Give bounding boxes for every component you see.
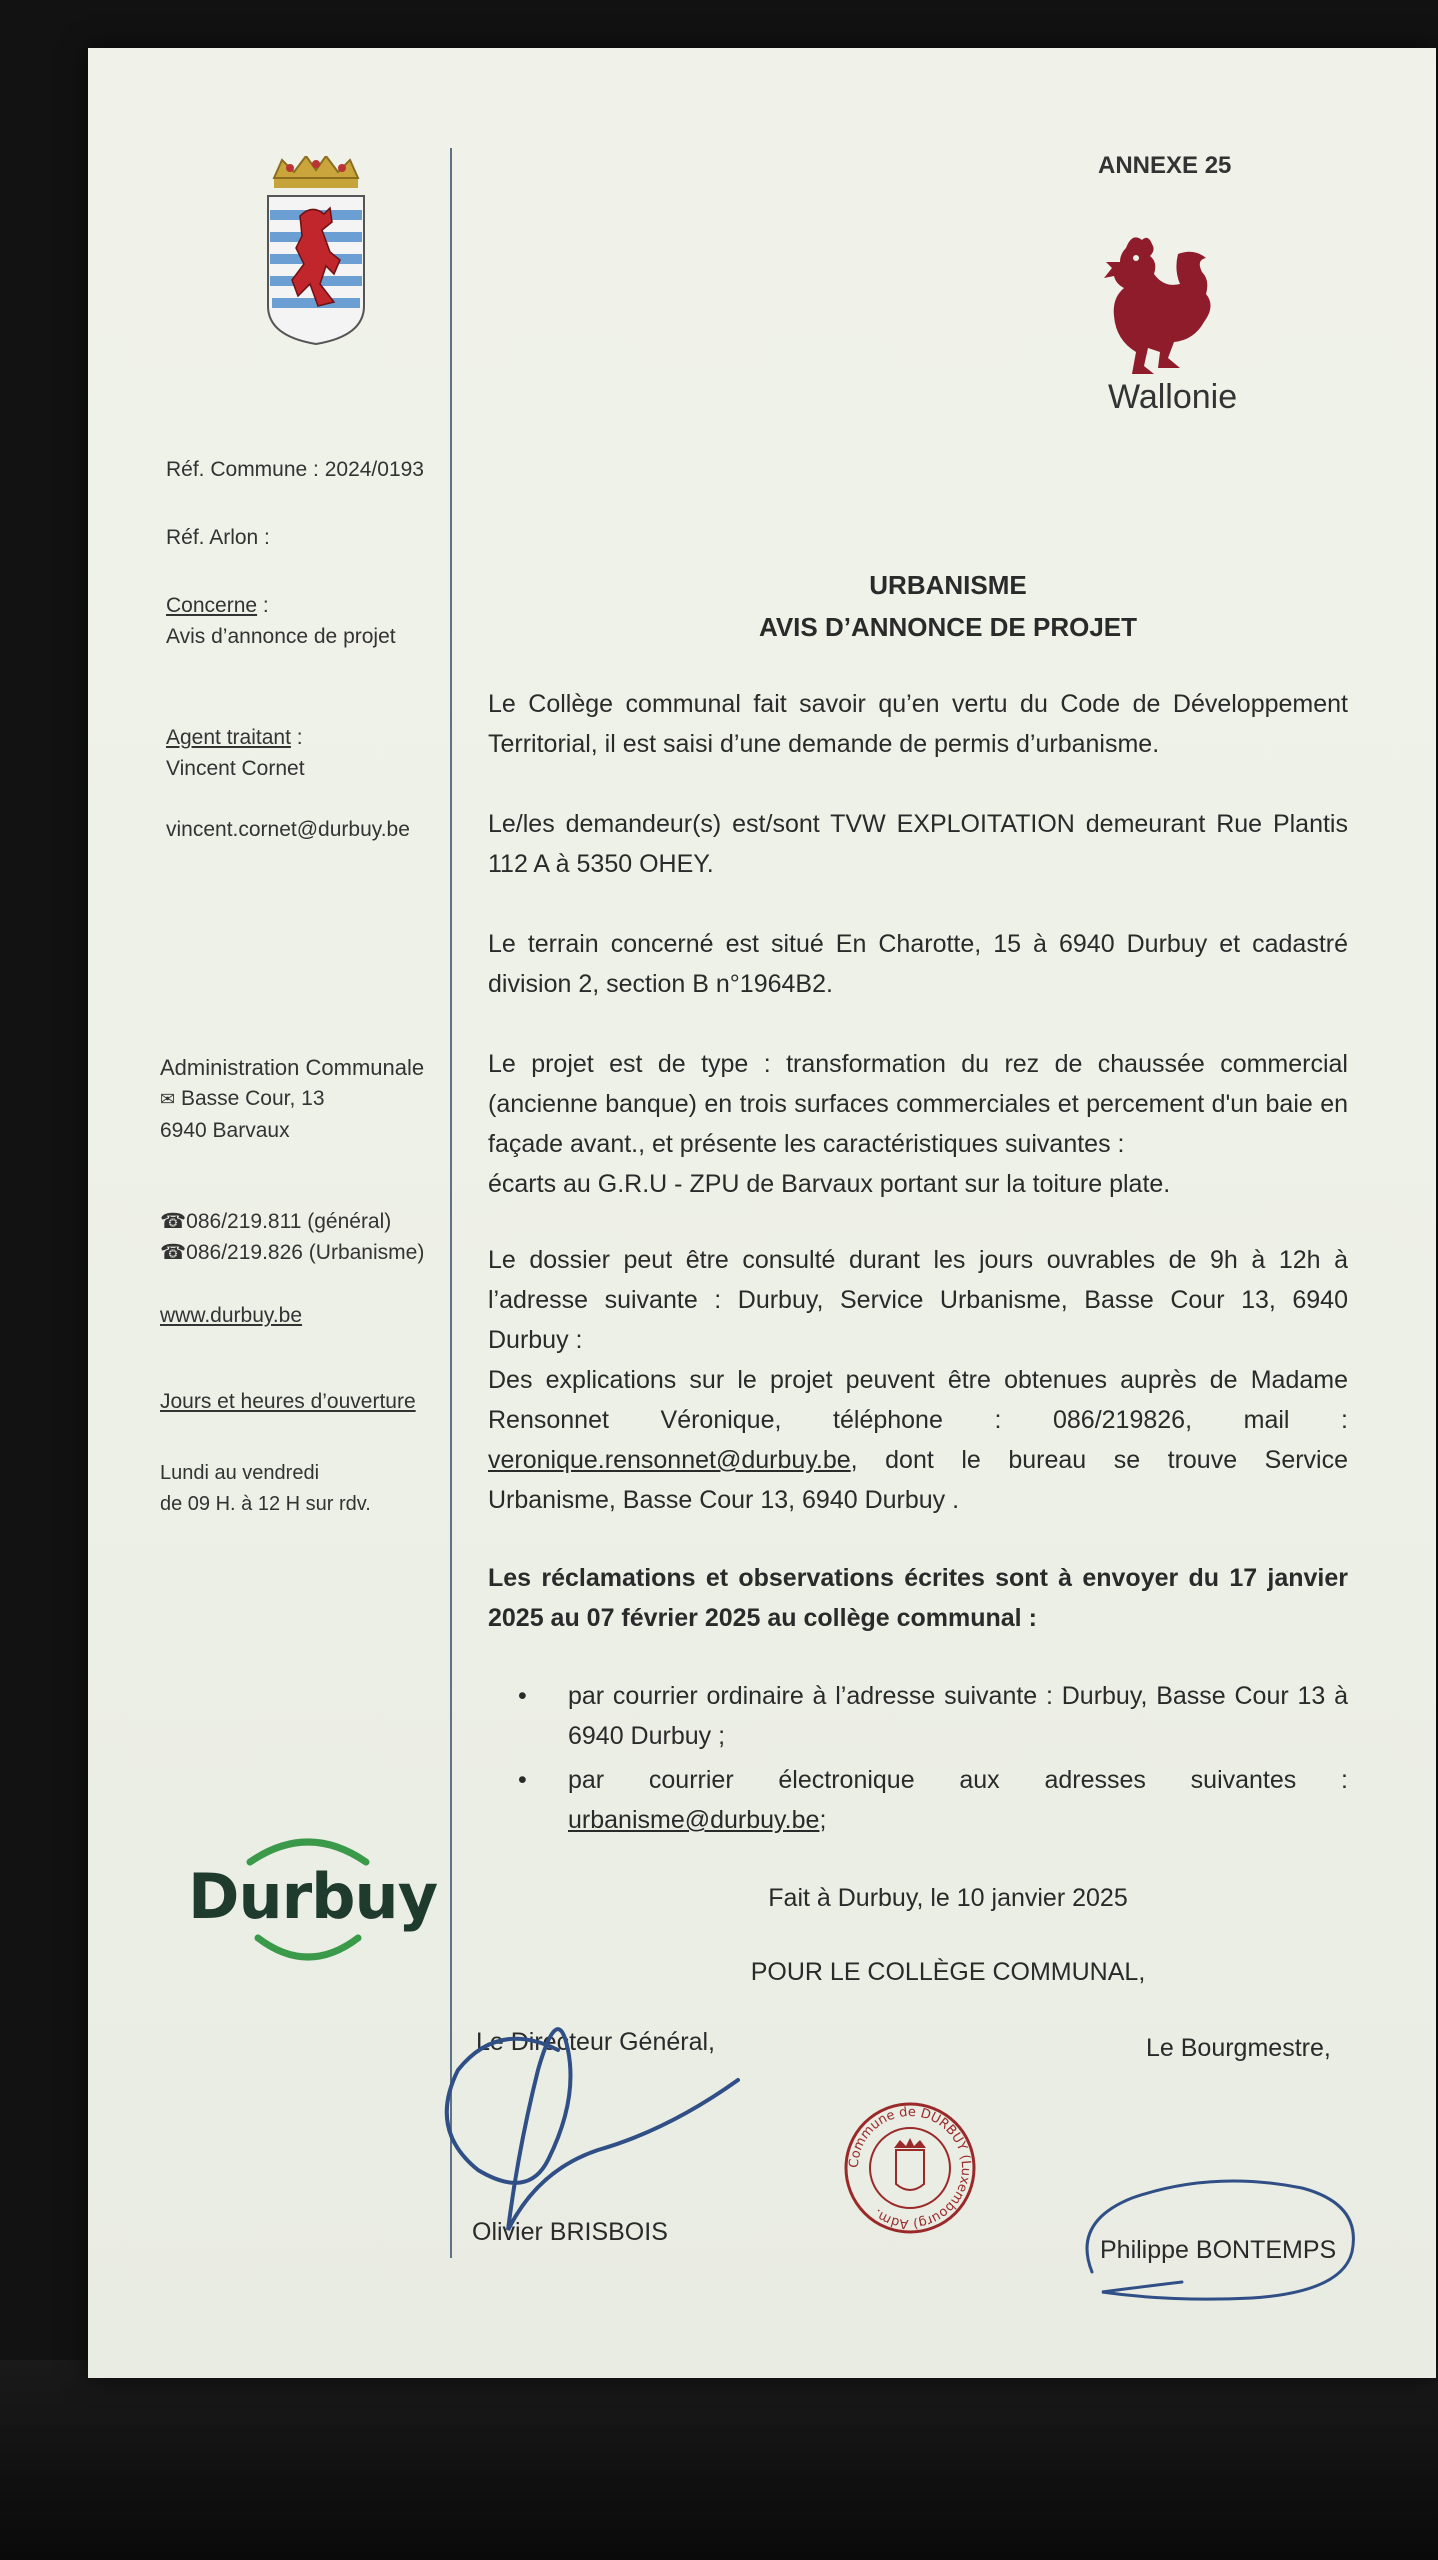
left-signatory-name: Olivier BRISBOIS — [472, 2218, 668, 2246]
right-signatory-title: Le Bourgmestre, — [1146, 2034, 1331, 2062]
ref-commune: Réf. Commune : 2024/0193 — [166, 458, 424, 481]
paragraph-5: Le dossier peut être consulté durant les jours ouvrables de 9h à 12h à l’adresse suivante : Durbuy, Service Urbanisme, Basse Cour 13, 6940 Durbuy : — [488, 1246, 1348, 1354]
hours-line-2: de 09 H. à 12 H sur rdv. — [160, 1493, 371, 1515]
list-item — [488, 1760, 1348, 1840]
admin-city: 6940 Barvaux — [160, 1119, 290, 1142]
bullet-1-text: par courrier ordinaire à l’adresse suivante : Durbuy, Basse Cour 13 à 6940 Durbuy ; — [568, 1682, 1348, 1750]
paragraph-2: Le/les demandeur(s) est/sont TVW EXPLOITATION demeurant Rue Plantis 112 A à 5350 OHEY. — [488, 810, 1348, 878]
agent-label: Agent traitant — [166, 726, 291, 749]
paragraph-4-main: Le projet est de type : transformation du rez de chaussée commercial (ancienne banque) en trois surfaces commerciales et percement d'un baie en façade avant., et présente les caractéristiques suivantes : — [488, 1050, 1348, 1158]
annexe-number: ANNEXE 25 — [1098, 152, 1232, 179]
envelope-icon: ✉ — [160, 1089, 176, 1109]
phone-icon: ☎ — [160, 1210, 187, 1233]
paragraph-6 — [488, 1360, 1348, 1520]
contact-email-link[interactable]: veronique.rensonnet@durbuy.be — [488, 1446, 851, 1474]
document-page — [88, 48, 1436, 2378]
official-stamp — [840, 2098, 980, 2238]
agent-suffix: : — [290, 726, 303, 749]
agent-email[interactable]: vincent.cornet@durbuy.be — [166, 818, 410, 841]
website-link[interactable]: www.durbuy.be — [160, 1304, 303, 1327]
paragraph-6-end: , dont le bureau se trouve Service Urbanisme, Basse Cour 13, 6940 Durbuy . — [488, 1446, 1348, 1514]
svg-text:Commune de DURBUY (Luxembourg) — [847, 2105, 973, 2231]
paragraph-7: Les réclamations et observations écrites sont à envoyer du 17 janvier 2025 au 07 février 2025 au collège communal : — [488, 1564, 1348, 1632]
device-bezel — [0, 2360, 1438, 2560]
doc-title — [488, 564, 1408, 648]
phone-block — [160, 1206, 424, 1268]
title-line-1: URBANISME — [869, 570, 1027, 600]
ref-arlon: Réf. Arlon : — [166, 526, 270, 549]
phone-urbanisme: 086/219.826 (Urbanisme) — [186, 1241, 425, 1264]
wallonie-logo-text: Wallonie — [1108, 378, 1238, 416]
agent-block — [166, 722, 305, 784]
date-line: Fait à Durbuy, le 10 janvier 2025 — [768, 1884, 1128, 1912]
admin-title: Administration Communale — [160, 1055, 425, 1080]
hours-block — [160, 1458, 371, 1520]
bullet-2-end: ; — [819, 1806, 827, 1834]
stamp-text: Commune de DURBUY (Luxembourg) Adm. — [846, 2104, 974, 2232]
concerne-block — [166, 590, 396, 652]
coat-of-arms-icon — [260, 156, 372, 346]
phone-general: 086/219.811 (général) — [186, 1210, 392, 1233]
bullet-icon: • — [518, 1766, 527, 1794]
durbuy-logo — [188, 1826, 438, 1976]
concerne-suffix: : — [257, 594, 269, 617]
paragraph-3: Le terrain concerné est situé En Charotte, 15 à 6940 Durbuy et cadastré division 2, section B n°1964B2. — [488, 930, 1348, 998]
college-line: POUR LE COLLÈGE COMMUNAL, — [750, 1958, 1146, 1986]
submission-list — [488, 1676, 1348, 1844]
bullet-2-start: par courrier électronique aux adresses suivantes : — [568, 1766, 1348, 1794]
phone-icon: ☎ — [160, 1241, 187, 1264]
title-line-2: AVIS D’ANNONCE DE PROJET — [758, 612, 1137, 642]
paragraph-1: Le Collège communal fait savoir qu’en vertu du Code de Développement Territorial, il est saisi d’une demande de permis d’urbanisme. — [488, 690, 1348, 758]
column-divider — [450, 148, 452, 2258]
concerne-value: Avis d’annonce de projet — [166, 625, 396, 648]
durbuy-logo-text: Durbuy — [188, 1860, 438, 1933]
admin-address: Basse Cour, 13 — [180, 1087, 325, 1110]
list-item — [488, 1676, 1348, 1756]
bullet-icon: • — [518, 1682, 527, 1710]
left-signatory-title: Le Directeur Général, — [476, 2028, 716, 2056]
right-signatory-name: Philippe BONTEMPS — [1100, 2236, 1337, 2264]
hours-title: Jours et heures d’ouverture — [160, 1390, 416, 1413]
rooster-icon — [1098, 228, 1218, 378]
paragraph-6-start: Des explications sur le projet peuvent être obtenues auprès de Madame Rensonnet Véronique, téléphone : 086/219826, mail : — [488, 1366, 1348, 1434]
paragraph-4-detail: écarts au G.R.U - ZPU de Barvaux portant sur la toiture plate. — [488, 1170, 1171, 1198]
concerne-label: Concerne — [166, 594, 258, 617]
agent-name: Vincent Cornet — [166, 757, 305, 780]
hours-line-1: Lundi au vendredi — [160, 1462, 320, 1484]
paragraph-4 — [488, 1044, 1348, 1204]
admin-block — [160, 1052, 424, 1146]
urbanisme-email-link[interactable]: urbanisme@durbuy.be — [568, 1806, 820, 1834]
